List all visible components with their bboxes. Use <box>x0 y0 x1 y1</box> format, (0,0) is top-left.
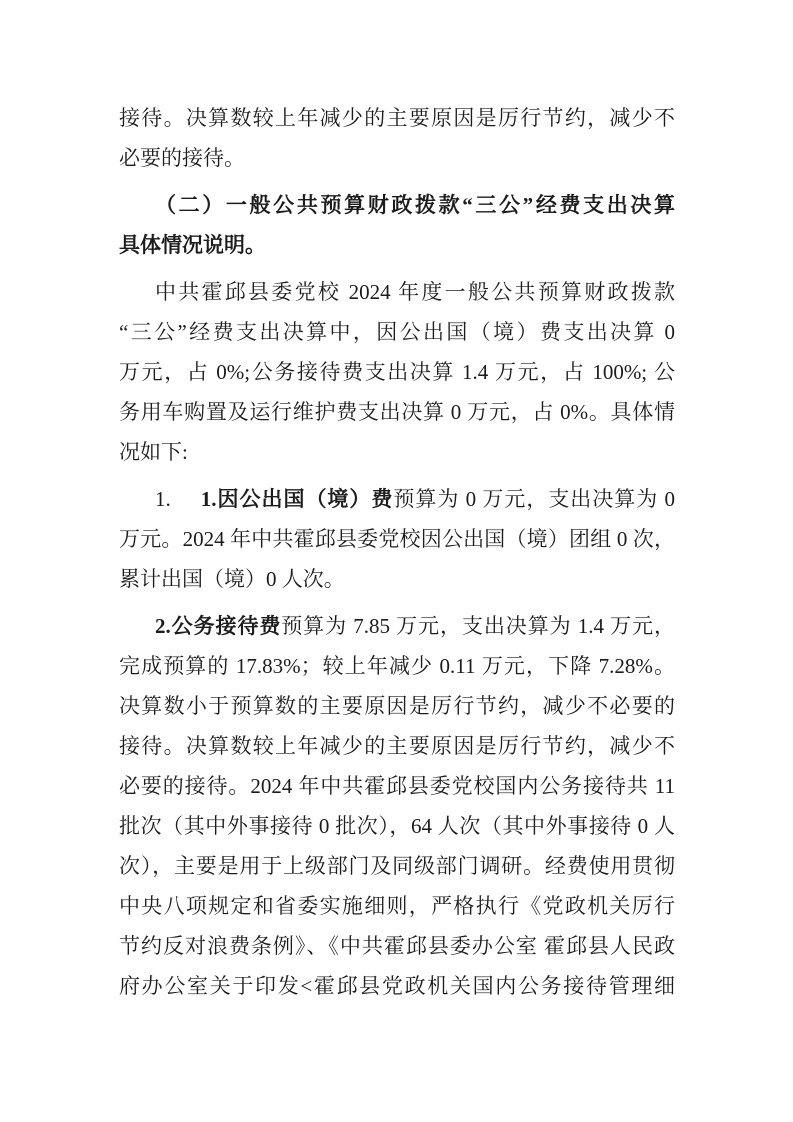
text-line <box>119 926 675 966</box>
text-run: 节约反对浪费条例》、《中共霍邱县委办公室 霍邱县人民政 <box>119 934 675 958</box>
text-line <box>119 352 675 392</box>
text-run: 1. <box>155 487 171 511</box>
text-run: 况如下: <box>119 440 188 464</box>
text-line <box>119 432 675 472</box>
text-line <box>119 392 675 432</box>
text-run: 决算数小于预算数的主要原因是厉行节约，减少不必要的 <box>119 694 675 718</box>
text-run: 累计出国（境）0 人次。 <box>119 567 345 591</box>
text-run: 必要的接待。2024 年中共霍邱县委党校国内公务接待共 11 <box>119 774 675 798</box>
text-line <box>119 886 675 926</box>
text-run: 接待。决算数较上年减少的主要原因是厉行节约，减少不 <box>119 106 675 130</box>
text-line <box>119 686 675 726</box>
text-line <box>119 312 675 352</box>
text-line <box>119 138 675 178</box>
text-line <box>119 726 675 766</box>
text-line <box>119 479 675 519</box>
text-run: 务用车购置及运行维护费支出决算 0 万元，占 0%。具体情 <box>119 400 675 424</box>
para-heading-section-2 <box>119 185 675 265</box>
para-overview-sangong <box>119 272 675 472</box>
document-content <box>119 98 675 1013</box>
para-item-1-abroad-expense <box>119 479 675 599</box>
text-run: 完成预算的 17.83%；较上年减少 0.11 万元，下降 7.28%。 <box>119 654 675 678</box>
text-line <box>119 272 675 312</box>
text-run: “三公”经费支出决算中，因公出国（境）费支出决算 0 <box>119 320 675 344</box>
text-run: 府办公室关于印发<霍邱县党政机关国内公务接待管理细 <box>119 974 675 998</box>
text-line <box>119 519 675 559</box>
text-line <box>119 966 675 1006</box>
text-line <box>119 766 675 806</box>
bold-text-run: 2.公务接待费 <box>155 614 282 638</box>
bold-text-run: 具体情况说明。 <box>119 233 266 257</box>
text-run: 中共霍邱县委党校 2024 年度一般公共预算财政拨款 <box>155 280 675 304</box>
text-line <box>119 806 675 846</box>
text-run: 预算为 7.85 万元，支出决算为 1.4 万元， <box>281 614 675 638</box>
text-line <box>119 646 675 686</box>
para-item-2-reception-expense <box>119 606 675 1006</box>
text-run: 万元，占 0%;公务接待费支出决算 1.4 万元，占 100%; 公 <box>119 360 675 384</box>
text-line <box>119 846 675 886</box>
text-line <box>119 559 675 599</box>
text-line <box>119 98 675 138</box>
bold-text-run: （二）一般公共预算财政拨款“三公”经费支出决算 <box>155 193 675 217</box>
text-run: 必要的接待。 <box>119 146 245 170</box>
text-run: 万元。2024 年中共霍邱县委党校因公出国（境）团组 0 次， <box>119 527 675 551</box>
para-carryover-reception-note <box>119 98 675 178</box>
text-run: 次），主要是用于上级部门及同级部门调研。经费使用贯彻 <box>119 854 675 878</box>
text-run: 接待。决算数较上年减少的主要原因是厉行节约，减少不 <box>119 734 675 758</box>
text-line <box>119 225 675 265</box>
text-line <box>119 185 675 225</box>
bold-text-run: 1.因公出国（境）费 <box>200 487 394 511</box>
text-run: 中央八项规定和省委实施细则，严格执行《党政机关厉行 <box>119 894 675 918</box>
text-run: 批次（其中外事接待 0 批次），64 人次（其中外事接待 0 人 <box>119 814 675 838</box>
text-run: 预算为 0 万元，支出决算为 0 <box>393 487 675 511</box>
text-line <box>119 606 675 646</box>
